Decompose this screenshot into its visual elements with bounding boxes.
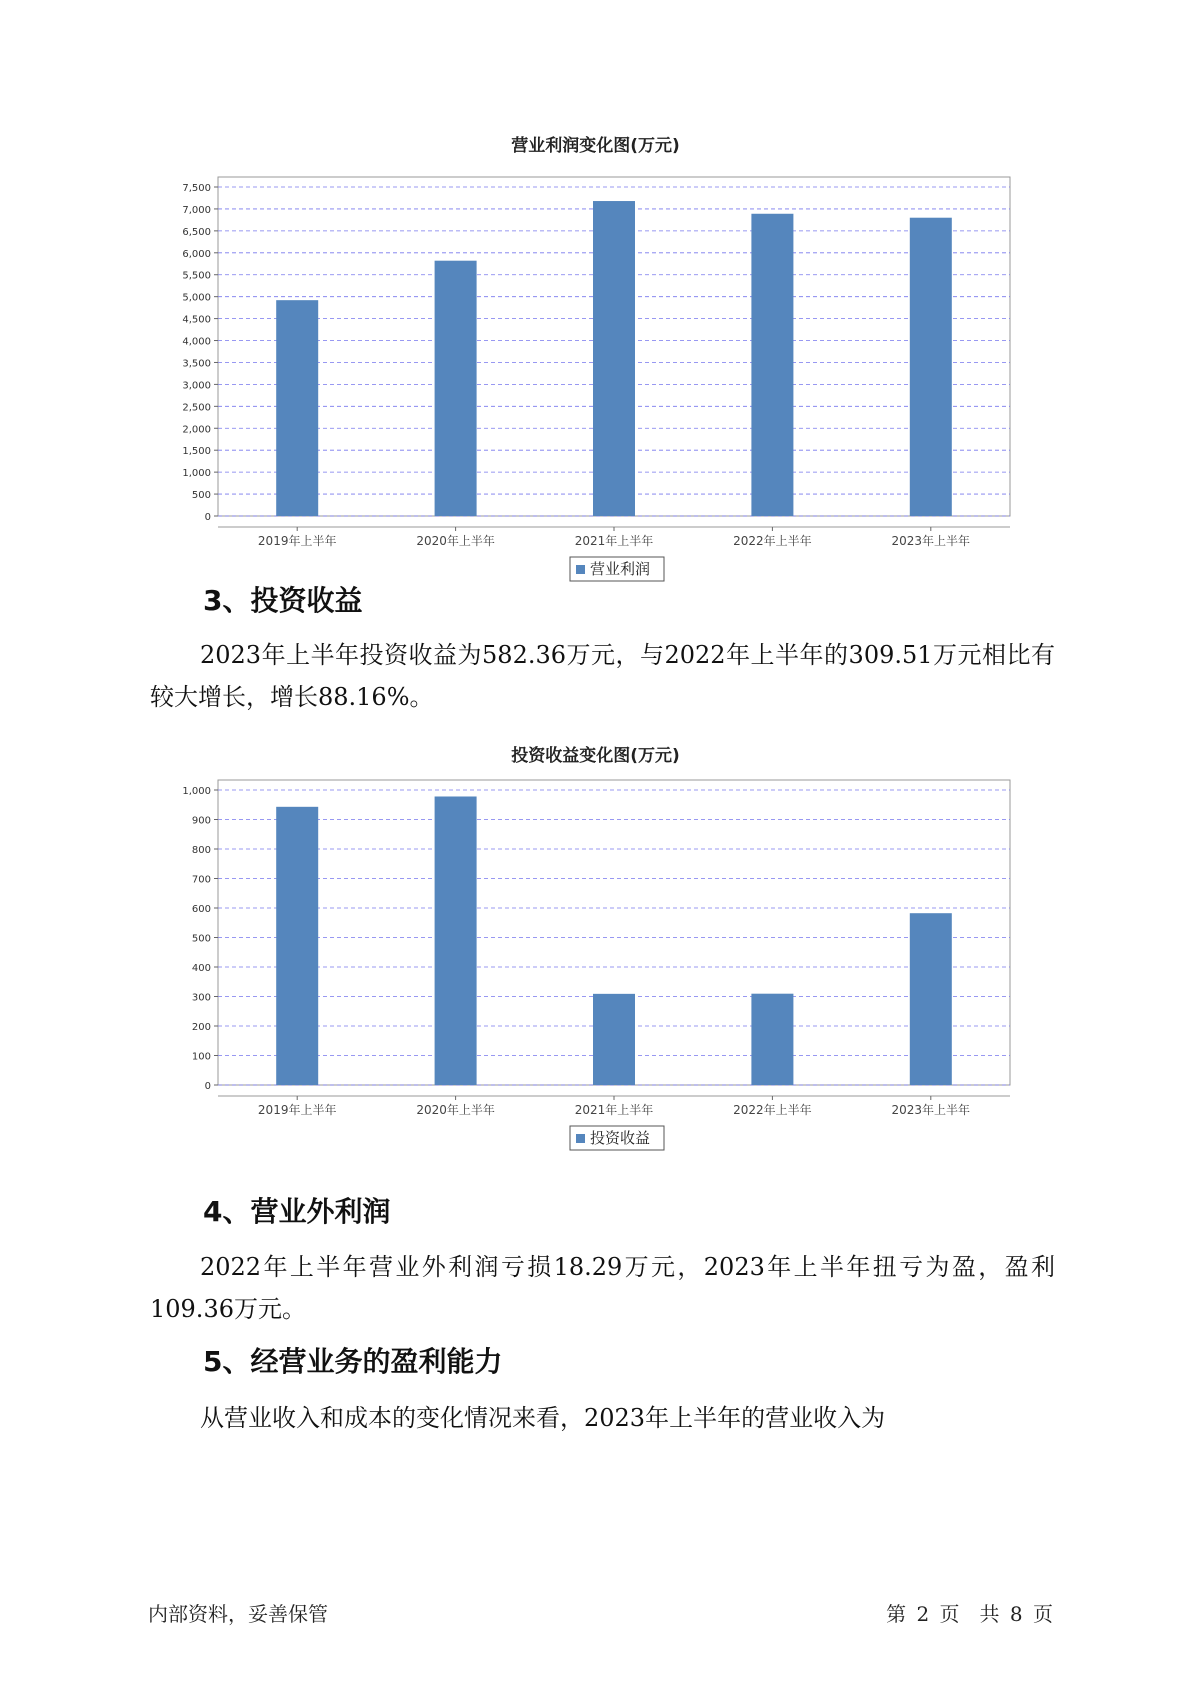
section-heading-investment-income: 3、投资收益 (203, 584, 363, 617)
bar (276, 807, 318, 1085)
y-tick-label: 1,500 (182, 446, 211, 458)
bar (435, 261, 477, 516)
y-tick-label: 800 (191, 845, 211, 856)
x-tick-label: 2019年上半年 (257, 1103, 337, 1117)
y-tick-label: 200 (191, 1022, 211, 1033)
y-tick-label: 1,000 (182, 468, 211, 480)
x-tick-label: 2021年上半年 (574, 534, 654, 548)
chart-title-investment-income: 投资收益变化图(万元) (511, 746, 680, 766)
x-tick-label: 2020年上半年 (416, 534, 495, 548)
x-tick-label: 2023年上半年 (891, 534, 971, 548)
y-tick-label: 2,000 (182, 424, 211, 436)
section-heading-business-profitability: 5、经营业务的盈利能力 (203, 1345, 503, 1378)
x-tick-label: 2021年上半年 (574, 1103, 654, 1117)
y-tick-label: 100 (191, 1051, 211, 1063)
y-tick-label: 0 (204, 512, 211, 523)
y-tick-label: 400 (191, 963, 211, 974)
y-tick-label: 7,000 (182, 204, 211, 216)
bar (751, 214, 793, 516)
y-tick-label: 600 (191, 904, 211, 915)
bar (435, 796, 477, 1085)
legend-label: 投资收益 (590, 1129, 651, 1147)
bar (593, 994, 635, 1085)
chart-title-operating-profit: 营业利润变化图(万元) (511, 136, 680, 156)
bar (593, 201, 635, 516)
operating-profit-chart (0, 160, 1191, 578)
investment-income-chart (0, 775, 1191, 1165)
y-tick-label: 3,500 (182, 358, 211, 370)
y-tick-label: 3,000 (182, 380, 211, 392)
legend-swatch (576, 1134, 585, 1143)
legend-swatch (576, 565, 585, 574)
bar (751, 994, 793, 1085)
paragraph-investment-income: 2023年上半年投资收益为582.36万元，与2022年上半年的309.51万元相比有较大增长，增长88.16%。 (150, 641, 1055, 711)
y-tick-label: 4,500 (182, 314, 211, 326)
y-tick-label: 4,000 (182, 336, 211, 348)
y-tick-label: 1,000 (182, 786, 211, 797)
y-tick-label: 5,500 (182, 270, 211, 282)
bar (910, 913, 952, 1085)
y-tick-label: 2,500 (182, 402, 211, 414)
y-tick-label: 500 (191, 933, 211, 945)
y-tick-label: 300 (191, 992, 211, 1004)
legend-label: 营业利润 (590, 560, 651, 578)
bar (910, 218, 952, 516)
footer-page-number: 第 2 页 共 8 页 (886, 1602, 1053, 1626)
paragraph-business-profitability: 从营业收入和成本的变化情况来看，2023年上半年的营业收入为 (200, 1404, 886, 1432)
y-tick-label: 700 (191, 874, 211, 886)
section-heading-non-operating-profit: 4、营业外利润 (203, 1195, 391, 1228)
y-tick-label: 7,500 (182, 183, 211, 194)
y-tick-label: 6,500 (182, 226, 211, 238)
y-tick-label: 5,000 (182, 292, 211, 304)
x-tick-label: 2023年上半年 (891, 1103, 971, 1117)
bar (276, 300, 318, 516)
x-tick-label: 2019年上半年 (257, 534, 337, 548)
x-tick-label: 2022年上半年 (733, 1103, 812, 1117)
y-tick-label: 900 (191, 815, 211, 827)
y-tick-label: 0 (204, 1081, 211, 1092)
x-tick-label: 2022年上半年 (733, 534, 812, 548)
x-tick-label: 2020年上半年 (416, 1103, 495, 1117)
footer-confidential-note: 内部资料，妥善保管 (148, 1602, 328, 1626)
y-tick-label: 6,000 (182, 248, 211, 260)
paragraph-non-operating-profit: 2022年上半年营业外利润亏损18.29万元，2023年上半年扭亏为盈，盈利109.36万元。 (150, 1253, 1055, 1323)
y-tick-label: 500 (191, 490, 211, 502)
